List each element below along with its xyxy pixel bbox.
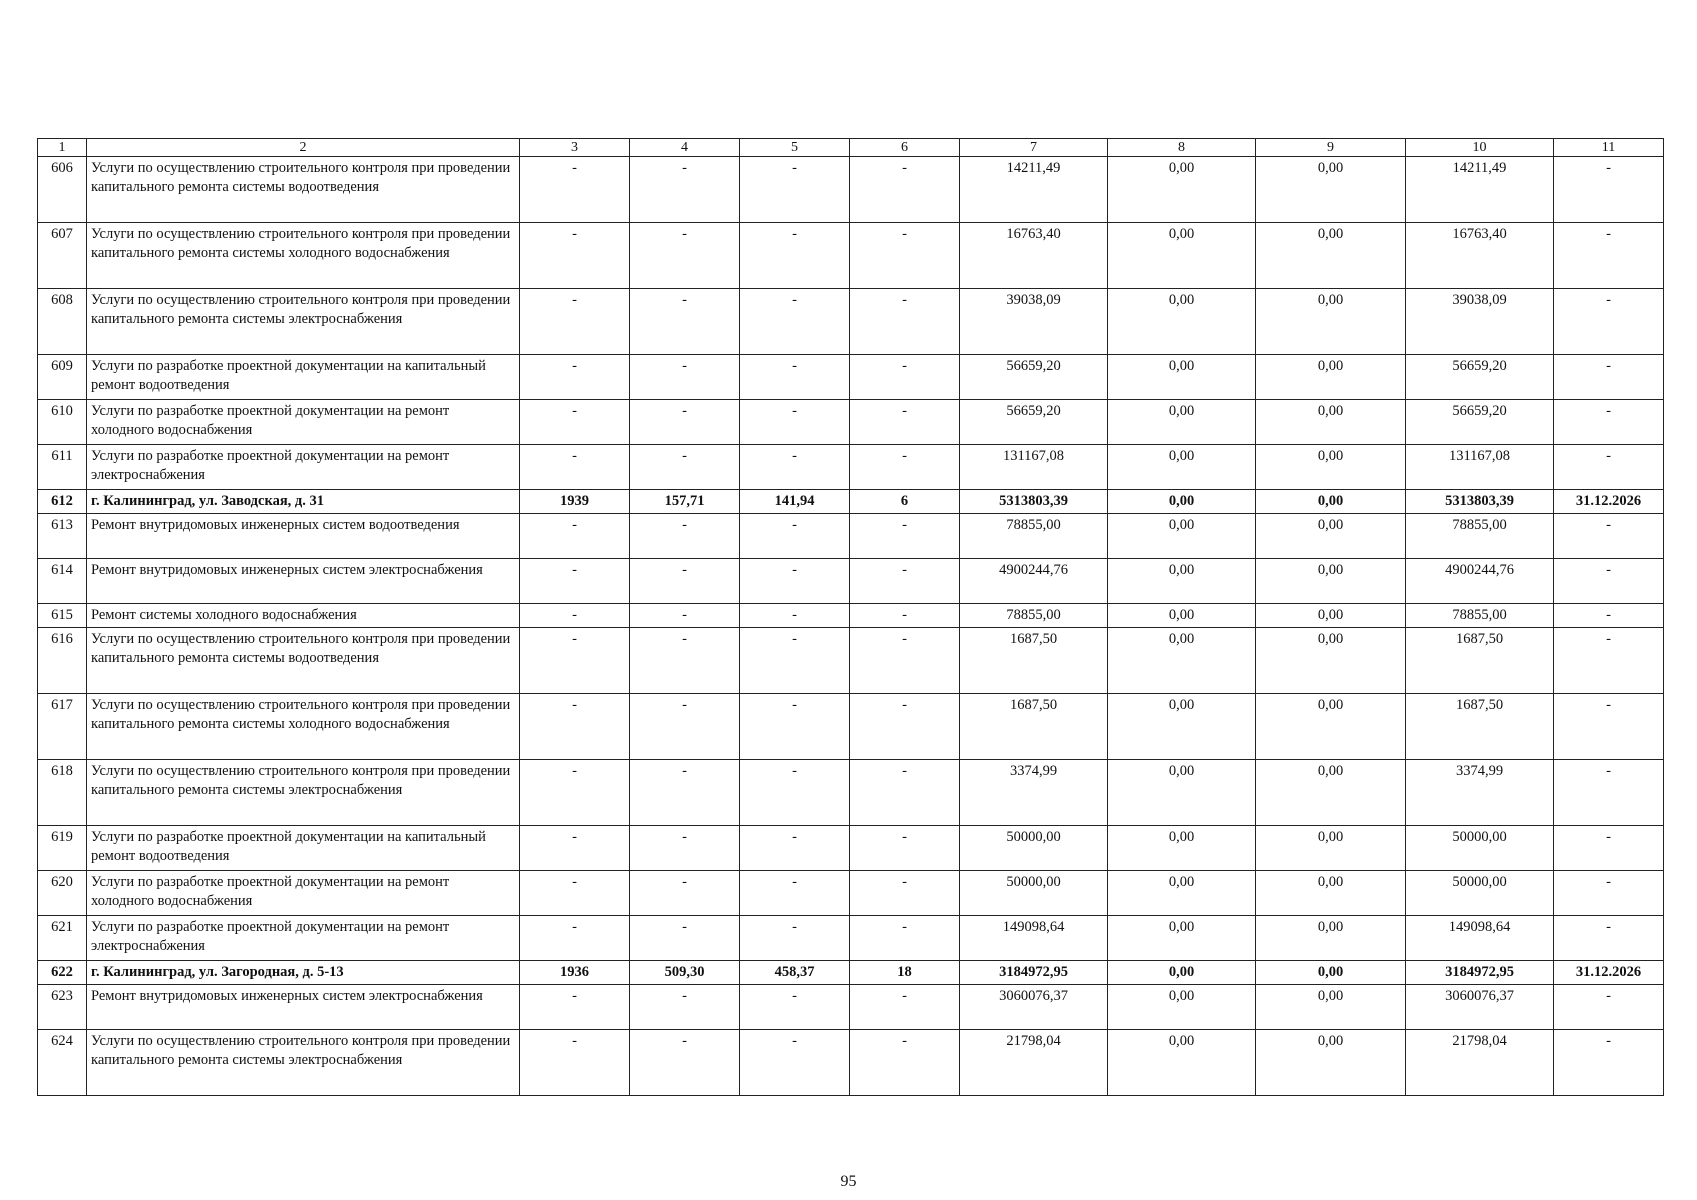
completion-date-cell: - bbox=[1554, 400, 1664, 445]
residents-cell: - bbox=[850, 985, 960, 1030]
build-year-cell: - bbox=[520, 445, 630, 490]
completion-date-cell: - bbox=[1554, 1030, 1664, 1096]
living-area-cell: - bbox=[740, 628, 850, 694]
total-cost-cell: 3060076,37 bbox=[960, 985, 1108, 1030]
row-number-cell: 610 bbox=[38, 400, 87, 445]
living-area-cell: - bbox=[740, 826, 850, 871]
cost-col-9-cell: 0,00 bbox=[1256, 514, 1406, 559]
build-year-cell: - bbox=[520, 916, 630, 961]
total-cost-cell: 3374,99 bbox=[960, 760, 1108, 826]
cost-col-10-cell: 149098,64 bbox=[1406, 916, 1554, 961]
build-year-cell: - bbox=[520, 223, 630, 289]
living-area-cell: - bbox=[740, 400, 850, 445]
table-row bbox=[38, 871, 1664, 916]
table-row bbox=[38, 514, 1664, 559]
residents-cell: - bbox=[850, 871, 960, 916]
description-cell: Услуги по разработке проектной документации на ремонт холодного водоснабжения bbox=[87, 871, 520, 916]
build-year-cell: - bbox=[520, 289, 630, 355]
cost-col-10-cell: 5313803,39 bbox=[1406, 490, 1554, 514]
total-cost-cell: 5313803,39 bbox=[960, 490, 1108, 514]
total-cost-cell: 131167,08 bbox=[960, 445, 1108, 490]
cost-col-9-cell: 0,00 bbox=[1256, 628, 1406, 694]
row-number-cell: 620 bbox=[38, 871, 87, 916]
total-cost-cell: 50000,00 bbox=[960, 871, 1108, 916]
living-area-cell: - bbox=[740, 559, 850, 604]
row-number-cell: 608 bbox=[38, 289, 87, 355]
column-number-header: 3 bbox=[520, 139, 630, 157]
total-cost-cell: 1687,50 bbox=[960, 694, 1108, 760]
column-number-header: 9 bbox=[1256, 139, 1406, 157]
residents-cell: - bbox=[850, 826, 960, 871]
residents-cell: - bbox=[850, 559, 960, 604]
cost-col-8-cell: 0,00 bbox=[1108, 826, 1256, 871]
cost-col-10-cell: 39038,09 bbox=[1406, 289, 1554, 355]
column-number-header: 7 bbox=[960, 139, 1108, 157]
total-area-cell: - bbox=[630, 445, 740, 490]
build-year-cell: - bbox=[520, 559, 630, 604]
total-cost-cell: 3184972,95 bbox=[960, 961, 1108, 985]
cost-col-9-cell: 0,00 bbox=[1256, 871, 1406, 916]
living-area-cell: - bbox=[740, 694, 850, 760]
table-row bbox=[38, 355, 1664, 400]
living-area-cell: - bbox=[740, 157, 850, 223]
row-number-cell: 611 bbox=[38, 445, 87, 490]
cost-col-10-cell: 14211,49 bbox=[1406, 157, 1554, 223]
table-row bbox=[38, 559, 1664, 604]
build-year-cell: - bbox=[520, 628, 630, 694]
row-number-cell: 613 bbox=[38, 514, 87, 559]
description-cell: Ремонт внутридомовых инженерных систем электроснабжения bbox=[87, 985, 520, 1030]
residents-cell: - bbox=[850, 514, 960, 559]
total-area-cell: - bbox=[630, 760, 740, 826]
table-row bbox=[38, 1030, 1664, 1096]
total-cost-cell: 1687,50 bbox=[960, 628, 1108, 694]
table-row bbox=[38, 490, 1664, 514]
row-number-cell: 619 bbox=[38, 826, 87, 871]
row-number-cell: 623 bbox=[38, 985, 87, 1030]
cost-col-8-cell: 0,00 bbox=[1108, 289, 1256, 355]
cost-col-9-cell: 0,00 bbox=[1256, 400, 1406, 445]
build-year-cell: - bbox=[520, 514, 630, 559]
table-row bbox=[38, 400, 1664, 445]
total-cost-cell: 14211,49 bbox=[960, 157, 1108, 223]
cost-col-8-cell: 0,00 bbox=[1108, 985, 1256, 1030]
column-number-header: 11 bbox=[1554, 139, 1664, 157]
completion-date-cell: - bbox=[1554, 628, 1664, 694]
cost-col-10-cell: 56659,20 bbox=[1406, 400, 1554, 445]
total-cost-cell: 78855,00 bbox=[960, 514, 1108, 559]
table-row bbox=[38, 223, 1664, 289]
residents-cell: - bbox=[850, 400, 960, 445]
cost-col-8-cell: 0,00 bbox=[1108, 694, 1256, 760]
column-number-header: 4 bbox=[630, 139, 740, 157]
build-year-cell: - bbox=[520, 694, 630, 760]
column-number-header: 1 bbox=[38, 139, 87, 157]
build-year-cell: 1936 bbox=[520, 961, 630, 985]
row-number-cell: 621 bbox=[38, 916, 87, 961]
description-cell: Услуги по осуществлению строительного контроля при проведении капитального ремонта системы электроснабжения bbox=[87, 760, 520, 826]
column-number-header: 8 bbox=[1108, 139, 1256, 157]
total-cost-cell: 16763,40 bbox=[960, 223, 1108, 289]
residents-cell: - bbox=[850, 760, 960, 826]
table-row bbox=[38, 604, 1664, 628]
build-year-cell: - bbox=[520, 604, 630, 628]
residents-cell: - bbox=[850, 289, 960, 355]
cost-col-8-cell: 0,00 bbox=[1108, 445, 1256, 490]
cost-col-9-cell: 0,00 bbox=[1256, 985, 1406, 1030]
row-number-cell: 624 bbox=[38, 1030, 87, 1096]
table-body bbox=[38, 139, 1664, 1096]
page-number: 95 bbox=[840, 1173, 857, 1190]
row-number-cell: 609 bbox=[38, 355, 87, 400]
residents-cell: - bbox=[850, 604, 960, 628]
cost-col-8-cell: 0,00 bbox=[1108, 871, 1256, 916]
capital-repair-table bbox=[37, 138, 1664, 1096]
build-year-cell: 1939 bbox=[520, 490, 630, 514]
description-cell: Услуги по осуществлению строительного контроля при проведении капитального ремонта системы водоотведения bbox=[87, 157, 520, 223]
cost-col-10-cell: 131167,08 bbox=[1406, 445, 1554, 490]
total-cost-cell: 78855,00 bbox=[960, 604, 1108, 628]
cost-col-9-cell: 0,00 bbox=[1256, 604, 1406, 628]
completion-date-cell: - bbox=[1554, 445, 1664, 490]
residents-cell: - bbox=[850, 916, 960, 961]
cost-col-9-cell: 0,00 bbox=[1256, 490, 1406, 514]
cost-col-8-cell: 0,00 bbox=[1108, 490, 1256, 514]
total-area-cell: - bbox=[630, 628, 740, 694]
residents-cell: - bbox=[850, 1030, 960, 1096]
column-number-header-row bbox=[38, 139, 1664, 157]
cost-col-8-cell: 0,00 bbox=[1108, 355, 1256, 400]
completion-date-cell: - bbox=[1554, 223, 1664, 289]
description-cell: Услуги по осуществлению строительного контроля при проведении капитального ремонта системы электроснабжения bbox=[87, 1030, 520, 1096]
residents-cell: - bbox=[850, 694, 960, 760]
completion-date-cell: 31.12.2026 bbox=[1554, 961, 1664, 985]
description-cell: Услуги по разработке проектной документации на ремонт электроснабжения bbox=[87, 445, 520, 490]
table-row bbox=[38, 694, 1664, 760]
cost-col-10-cell: 3060076,37 bbox=[1406, 985, 1554, 1030]
completion-date-cell: - bbox=[1554, 355, 1664, 400]
total-cost-cell: 56659,20 bbox=[960, 355, 1108, 400]
column-number-header: 6 bbox=[850, 139, 960, 157]
total-area-cell: - bbox=[630, 355, 740, 400]
cost-col-9-cell: 0,00 bbox=[1256, 355, 1406, 400]
completion-date-cell: 31.12.2026 bbox=[1554, 490, 1664, 514]
completion-date-cell: - bbox=[1554, 289, 1664, 355]
row-number-cell: 612 bbox=[38, 490, 87, 514]
cost-col-8-cell: 0,00 bbox=[1108, 514, 1256, 559]
total-area-cell: - bbox=[630, 916, 740, 961]
column-number-header: 10 bbox=[1406, 139, 1554, 157]
row-number-cell: 606 bbox=[38, 157, 87, 223]
cost-col-10-cell: 1687,50 bbox=[1406, 628, 1554, 694]
living-area-cell: 141,94 bbox=[740, 490, 850, 514]
living-area-cell: - bbox=[740, 289, 850, 355]
build-year-cell: - bbox=[520, 400, 630, 445]
description-cell: Услуги по осуществлению строительного контроля при проведении капитального ремонта системы электроснабжения bbox=[87, 289, 520, 355]
cost-col-10-cell: 21798,04 bbox=[1406, 1030, 1554, 1096]
residents-cell: - bbox=[850, 223, 960, 289]
total-area-cell: - bbox=[630, 223, 740, 289]
cost-col-9-cell: 0,00 bbox=[1256, 694, 1406, 760]
description-cell: Услуги по разработке проектной документации на капитальный ремонт водоотведения bbox=[87, 355, 520, 400]
cost-col-9-cell: 0,00 bbox=[1256, 289, 1406, 355]
cost-col-10-cell: 4900244,76 bbox=[1406, 559, 1554, 604]
living-area-cell: - bbox=[740, 1030, 850, 1096]
living-area-cell: - bbox=[740, 223, 850, 289]
living-area-cell: 458,37 bbox=[740, 961, 850, 985]
row-number-cell: 618 bbox=[38, 760, 87, 826]
build-year-cell: - bbox=[520, 985, 630, 1030]
cost-col-8-cell: 0,00 bbox=[1108, 400, 1256, 445]
cost-col-8-cell: 0,00 bbox=[1108, 628, 1256, 694]
living-area-cell: - bbox=[740, 871, 850, 916]
row-number-cell: 617 bbox=[38, 694, 87, 760]
table-row bbox=[38, 916, 1664, 961]
cost-col-8-cell: 0,00 bbox=[1108, 157, 1256, 223]
row-number-cell: 615 bbox=[38, 604, 87, 628]
cost-col-9-cell: 0,00 bbox=[1256, 445, 1406, 490]
residents-cell: - bbox=[850, 157, 960, 223]
total-cost-cell: 21798,04 bbox=[960, 1030, 1108, 1096]
table-row bbox=[38, 445, 1664, 490]
cost-col-10-cell: 56659,20 bbox=[1406, 355, 1554, 400]
residents-cell: - bbox=[850, 355, 960, 400]
cost-col-10-cell: 3374,99 bbox=[1406, 760, 1554, 826]
table-row bbox=[38, 628, 1664, 694]
build-year-cell: - bbox=[520, 1030, 630, 1096]
cost-col-10-cell: 78855,00 bbox=[1406, 514, 1554, 559]
description-cell: Услуги по осуществлению строительного контроля при проведении капитального ремонта системы холодного водоснабжения bbox=[87, 223, 520, 289]
column-number-header: 5 bbox=[740, 139, 850, 157]
completion-date-cell: - bbox=[1554, 916, 1664, 961]
total-area-cell: - bbox=[630, 826, 740, 871]
row-number-cell: 614 bbox=[38, 559, 87, 604]
build-year-cell: - bbox=[520, 157, 630, 223]
description-cell: Ремонт системы холодного водоснабжения bbox=[87, 604, 520, 628]
living-area-cell: - bbox=[740, 445, 850, 490]
description-cell: Услуги по разработке проектной документации на ремонт электроснабжения bbox=[87, 916, 520, 961]
completion-date-cell: - bbox=[1554, 559, 1664, 604]
total-cost-cell: 4900244,76 bbox=[960, 559, 1108, 604]
table-row bbox=[38, 826, 1664, 871]
description-cell: Ремонт внутридомовых инженерных систем электроснабжения bbox=[87, 559, 520, 604]
cost-col-9-cell: 0,00 bbox=[1256, 157, 1406, 223]
residents-cell: - bbox=[850, 628, 960, 694]
description-cell: Услуги по осуществлению строительного контроля при проведении капитального ремонта системы холодного водоснабжения bbox=[87, 694, 520, 760]
total-cost-cell: 149098,64 bbox=[960, 916, 1108, 961]
build-year-cell: - bbox=[520, 355, 630, 400]
cost-col-9-cell: 0,00 bbox=[1256, 916, 1406, 961]
cost-col-8-cell: 0,00 bbox=[1108, 604, 1256, 628]
cost-col-9-cell: 0,00 bbox=[1256, 1030, 1406, 1096]
total-area-cell: - bbox=[630, 1030, 740, 1096]
table-row bbox=[38, 289, 1664, 355]
living-area-cell: - bbox=[740, 916, 850, 961]
cost-col-8-cell: 0,00 bbox=[1108, 961, 1256, 985]
completion-date-cell: - bbox=[1554, 760, 1664, 826]
description-cell: г. Калининград, ул. Загородная, д. 5-13 bbox=[87, 961, 520, 985]
cost-col-8-cell: 0,00 bbox=[1108, 559, 1256, 604]
cost-col-8-cell: 0,00 bbox=[1108, 223, 1256, 289]
residents-cell: 6 bbox=[850, 490, 960, 514]
completion-date-cell: - bbox=[1554, 985, 1664, 1030]
cost-col-9-cell: 0,00 bbox=[1256, 826, 1406, 871]
living-area-cell: - bbox=[740, 355, 850, 400]
cost-col-9-cell: 0,00 bbox=[1256, 961, 1406, 985]
description-cell: Услуги по разработке проектной документации на капитальный ремонт водоотведения bbox=[87, 826, 520, 871]
cost-col-10-cell: 78855,00 bbox=[1406, 604, 1554, 628]
living-area-cell: - bbox=[740, 514, 850, 559]
completion-date-cell: - bbox=[1554, 157, 1664, 223]
total-area-cell: - bbox=[630, 514, 740, 559]
total-area-cell: - bbox=[630, 157, 740, 223]
cost-col-9-cell: 0,00 bbox=[1256, 559, 1406, 604]
total-area-cell: - bbox=[630, 289, 740, 355]
total-area-cell: - bbox=[630, 985, 740, 1030]
total-cost-cell: 39038,09 bbox=[960, 289, 1108, 355]
row-number-cell: 607 bbox=[38, 223, 87, 289]
table-row bbox=[38, 760, 1664, 826]
living-area-cell: - bbox=[740, 604, 850, 628]
cost-col-10-cell: 16763,40 bbox=[1406, 223, 1554, 289]
cost-col-10-cell: 50000,00 bbox=[1406, 871, 1554, 916]
build-year-cell: - bbox=[520, 871, 630, 916]
living-area-cell: - bbox=[740, 985, 850, 1030]
total-area-cell: - bbox=[630, 559, 740, 604]
cost-col-8-cell: 0,00 bbox=[1108, 916, 1256, 961]
total-area-cell: - bbox=[630, 694, 740, 760]
total-area-cell: 509,30 bbox=[630, 961, 740, 985]
total-cost-cell: 56659,20 bbox=[960, 400, 1108, 445]
cost-col-8-cell: 0,00 bbox=[1108, 760, 1256, 826]
cost-col-9-cell: 0,00 bbox=[1256, 760, 1406, 826]
total-area-cell: - bbox=[630, 400, 740, 445]
cost-col-9-cell: 0,00 bbox=[1256, 223, 1406, 289]
description-cell: Ремонт внутридомовых инженерных систем водоотведения bbox=[87, 514, 520, 559]
cost-col-8-cell: 0,00 bbox=[1108, 1030, 1256, 1096]
completion-date-cell: - bbox=[1554, 871, 1664, 916]
cost-col-10-cell: 50000,00 bbox=[1406, 826, 1554, 871]
cost-col-10-cell: 1687,50 bbox=[1406, 694, 1554, 760]
completion-date-cell: - bbox=[1554, 826, 1664, 871]
description-cell: Услуги по разработке проектной документации на ремонт холодного водоснабжения bbox=[87, 400, 520, 445]
row-number-cell: 622 bbox=[38, 961, 87, 985]
column-number-header: 2 bbox=[87, 139, 520, 157]
cost-col-10-cell: 3184972,95 bbox=[1406, 961, 1554, 985]
row-number-cell: 616 bbox=[38, 628, 87, 694]
table-row bbox=[38, 961, 1664, 985]
residents-cell: - bbox=[850, 445, 960, 490]
total-cost-cell: 50000,00 bbox=[960, 826, 1108, 871]
completion-date-cell: - bbox=[1554, 694, 1664, 760]
completion-date-cell: - bbox=[1554, 604, 1664, 628]
build-year-cell: - bbox=[520, 760, 630, 826]
build-year-cell: - bbox=[520, 826, 630, 871]
living-area-cell: - bbox=[740, 760, 850, 826]
table-row bbox=[38, 985, 1664, 1030]
total-area-cell: - bbox=[630, 604, 740, 628]
description-cell: г. Калининград, ул. Заводская, д. 31 bbox=[87, 490, 520, 514]
total-area-cell: 157,71 bbox=[630, 490, 740, 514]
completion-date-cell: - bbox=[1554, 514, 1664, 559]
total-area-cell: - bbox=[630, 871, 740, 916]
table-row bbox=[38, 157, 1664, 223]
residents-cell: 18 bbox=[850, 961, 960, 985]
description-cell: Услуги по осуществлению строительного контроля при проведении капитального ремонта системы водоотведения bbox=[87, 628, 520, 694]
